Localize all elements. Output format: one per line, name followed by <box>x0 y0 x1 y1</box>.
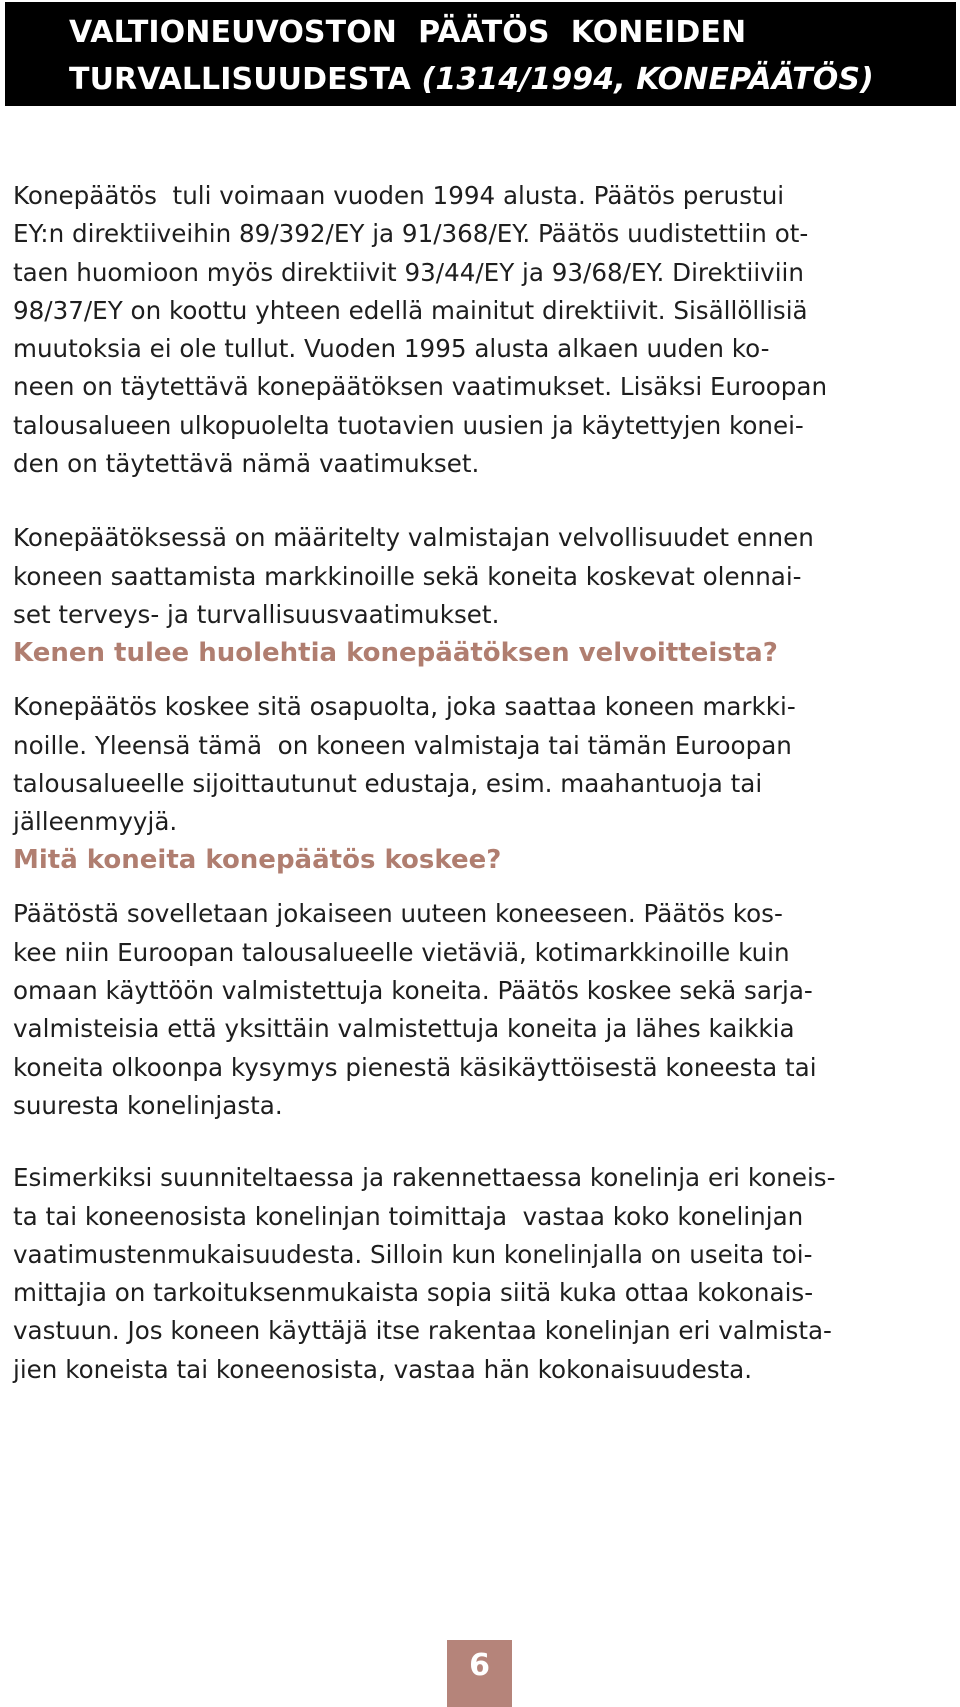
text-line: taen huomioon myös direktiivit 93/44/EY ja 93/68/EY. Direktiiviin <box>13 257 804 287</box>
text-line: mittajia on tarkoituksenmukaista sopia siitä kuka ottaa kokonais- <box>13 1278 814 1308</box>
text-line: vastuun. Jos koneen käyttäjä itse rakentaa konelinjan eri valmista- <box>13 1316 832 1346</box>
page-number-badge: 6 <box>447 1640 512 1707</box>
text-line: 98/37/EY on koottu yhteen edellä mainitut direktiivit. Sisällöllisiä <box>13 295 808 325</box>
responsibility-paragraph <box>13 688 957 841</box>
text-line: set terveys- ja turvallisuusvaatimukset. <box>13 599 500 629</box>
example-paragraph <box>13 1159 957 1389</box>
text-line: Konepäätös koskee sitä osapuolta, joka saattaa koneen markki- <box>13 692 796 722</box>
text-line: jälleenmyyjä. <box>13 807 178 837</box>
text-line: vaatimustenmukaisuudesta. Silloin kun konelinjalla on useita toi- <box>13 1239 813 1269</box>
text-line: EY:n direktiiveihin 89/392/EY ja 91/368/EY. Päätös uudistettiin ot- <box>13 219 809 249</box>
text-line: valmisteisia että yksittäin valmistettuja koneita ja lähes kaikkia <box>13 1014 795 1044</box>
text-line: kee niin Euroopan talousalueelle vietäviä, kotimarkkinoille kuin <box>13 937 790 967</box>
text-line: talousalueelle sijoittautunut edustaja, esim. maahantuoja tai <box>13 768 763 798</box>
text-line: suuresta konelinjasta. <box>13 1090 283 1120</box>
text-line: muutoksia ei ole tullut. Vuoden 1995 alusta alkaen uuden ko- <box>13 334 770 364</box>
section-heading-responsibility: Kenen tulee huolehtia konepäätöksen velvoitteista? <box>13 638 778 669</box>
scope-paragraph <box>13 895 957 1125</box>
intro-paragraph <box>13 177 957 483</box>
title-line-1: VALTIONEUVOSTON PÄÄTÖS KONEIDEN <box>69 15 747 50</box>
text-line: Konepäätöksessä on määritelty valmistajan velvollisuudet ennen <box>13 523 814 553</box>
text-line: omaan käyttöön valmistettuja koneita. Päätös koskee sekä sarja- <box>13 976 813 1006</box>
text-line: noille. Yleensä tämä on koneen valmistaja tai tämän Euroopan <box>13 730 792 760</box>
section-heading-scope: Mitä koneita konepäätös koskee? <box>13 845 502 876</box>
text-line: talousalueen ulkopuolelta tuotavien uusien ja käytettyjen konei- <box>13 410 804 440</box>
document-body <box>13 177 957 1389</box>
text-line: koneen saattamista markkinoille sekä koneita koskevat olennai- <box>13 561 802 591</box>
text-line: jien koneista tai koneenosista, vastaa hän kokonaisuudesta. <box>13 1354 753 1384</box>
text-line: Konepäätös tuli voimaan vuoden 1994 alusta. Päätös perustui <box>13 181 785 210</box>
title-decree-reference: (1314/1994, KONEPÄÄTÖS) <box>421 62 874 97</box>
text-line: Esimerkiksi suunniteltaessa ja rakennettaessa konelinja eri koneis- <box>13 1163 836 1193</box>
document-title-bar <box>5 2 956 106</box>
definition-paragraph <box>13 519 957 634</box>
text-line: Päätöstä sovelletaan jokaiseen uuteen koneeseen. Päätös kos- <box>13 899 783 929</box>
text-line: neen on täytettävä konepäätöksen vaatimukset. Lisäksi Euroopan <box>13 372 828 402</box>
title-line-2 <box>69 56 956 103</box>
text-line: den on täytettävä nämä vaatimukset. <box>13 449 480 479</box>
text-line: ta tai koneenosista konelinjan toimittaja vastaa koko konelinjan <box>13 1201 804 1231</box>
title-line-2-text: TURVALLISUUDESTA <box>69 62 422 97</box>
text-line: koneita olkoonpa kysymys pienestä käsikäyttöisestä koneesta tai <box>13 1052 817 1082</box>
